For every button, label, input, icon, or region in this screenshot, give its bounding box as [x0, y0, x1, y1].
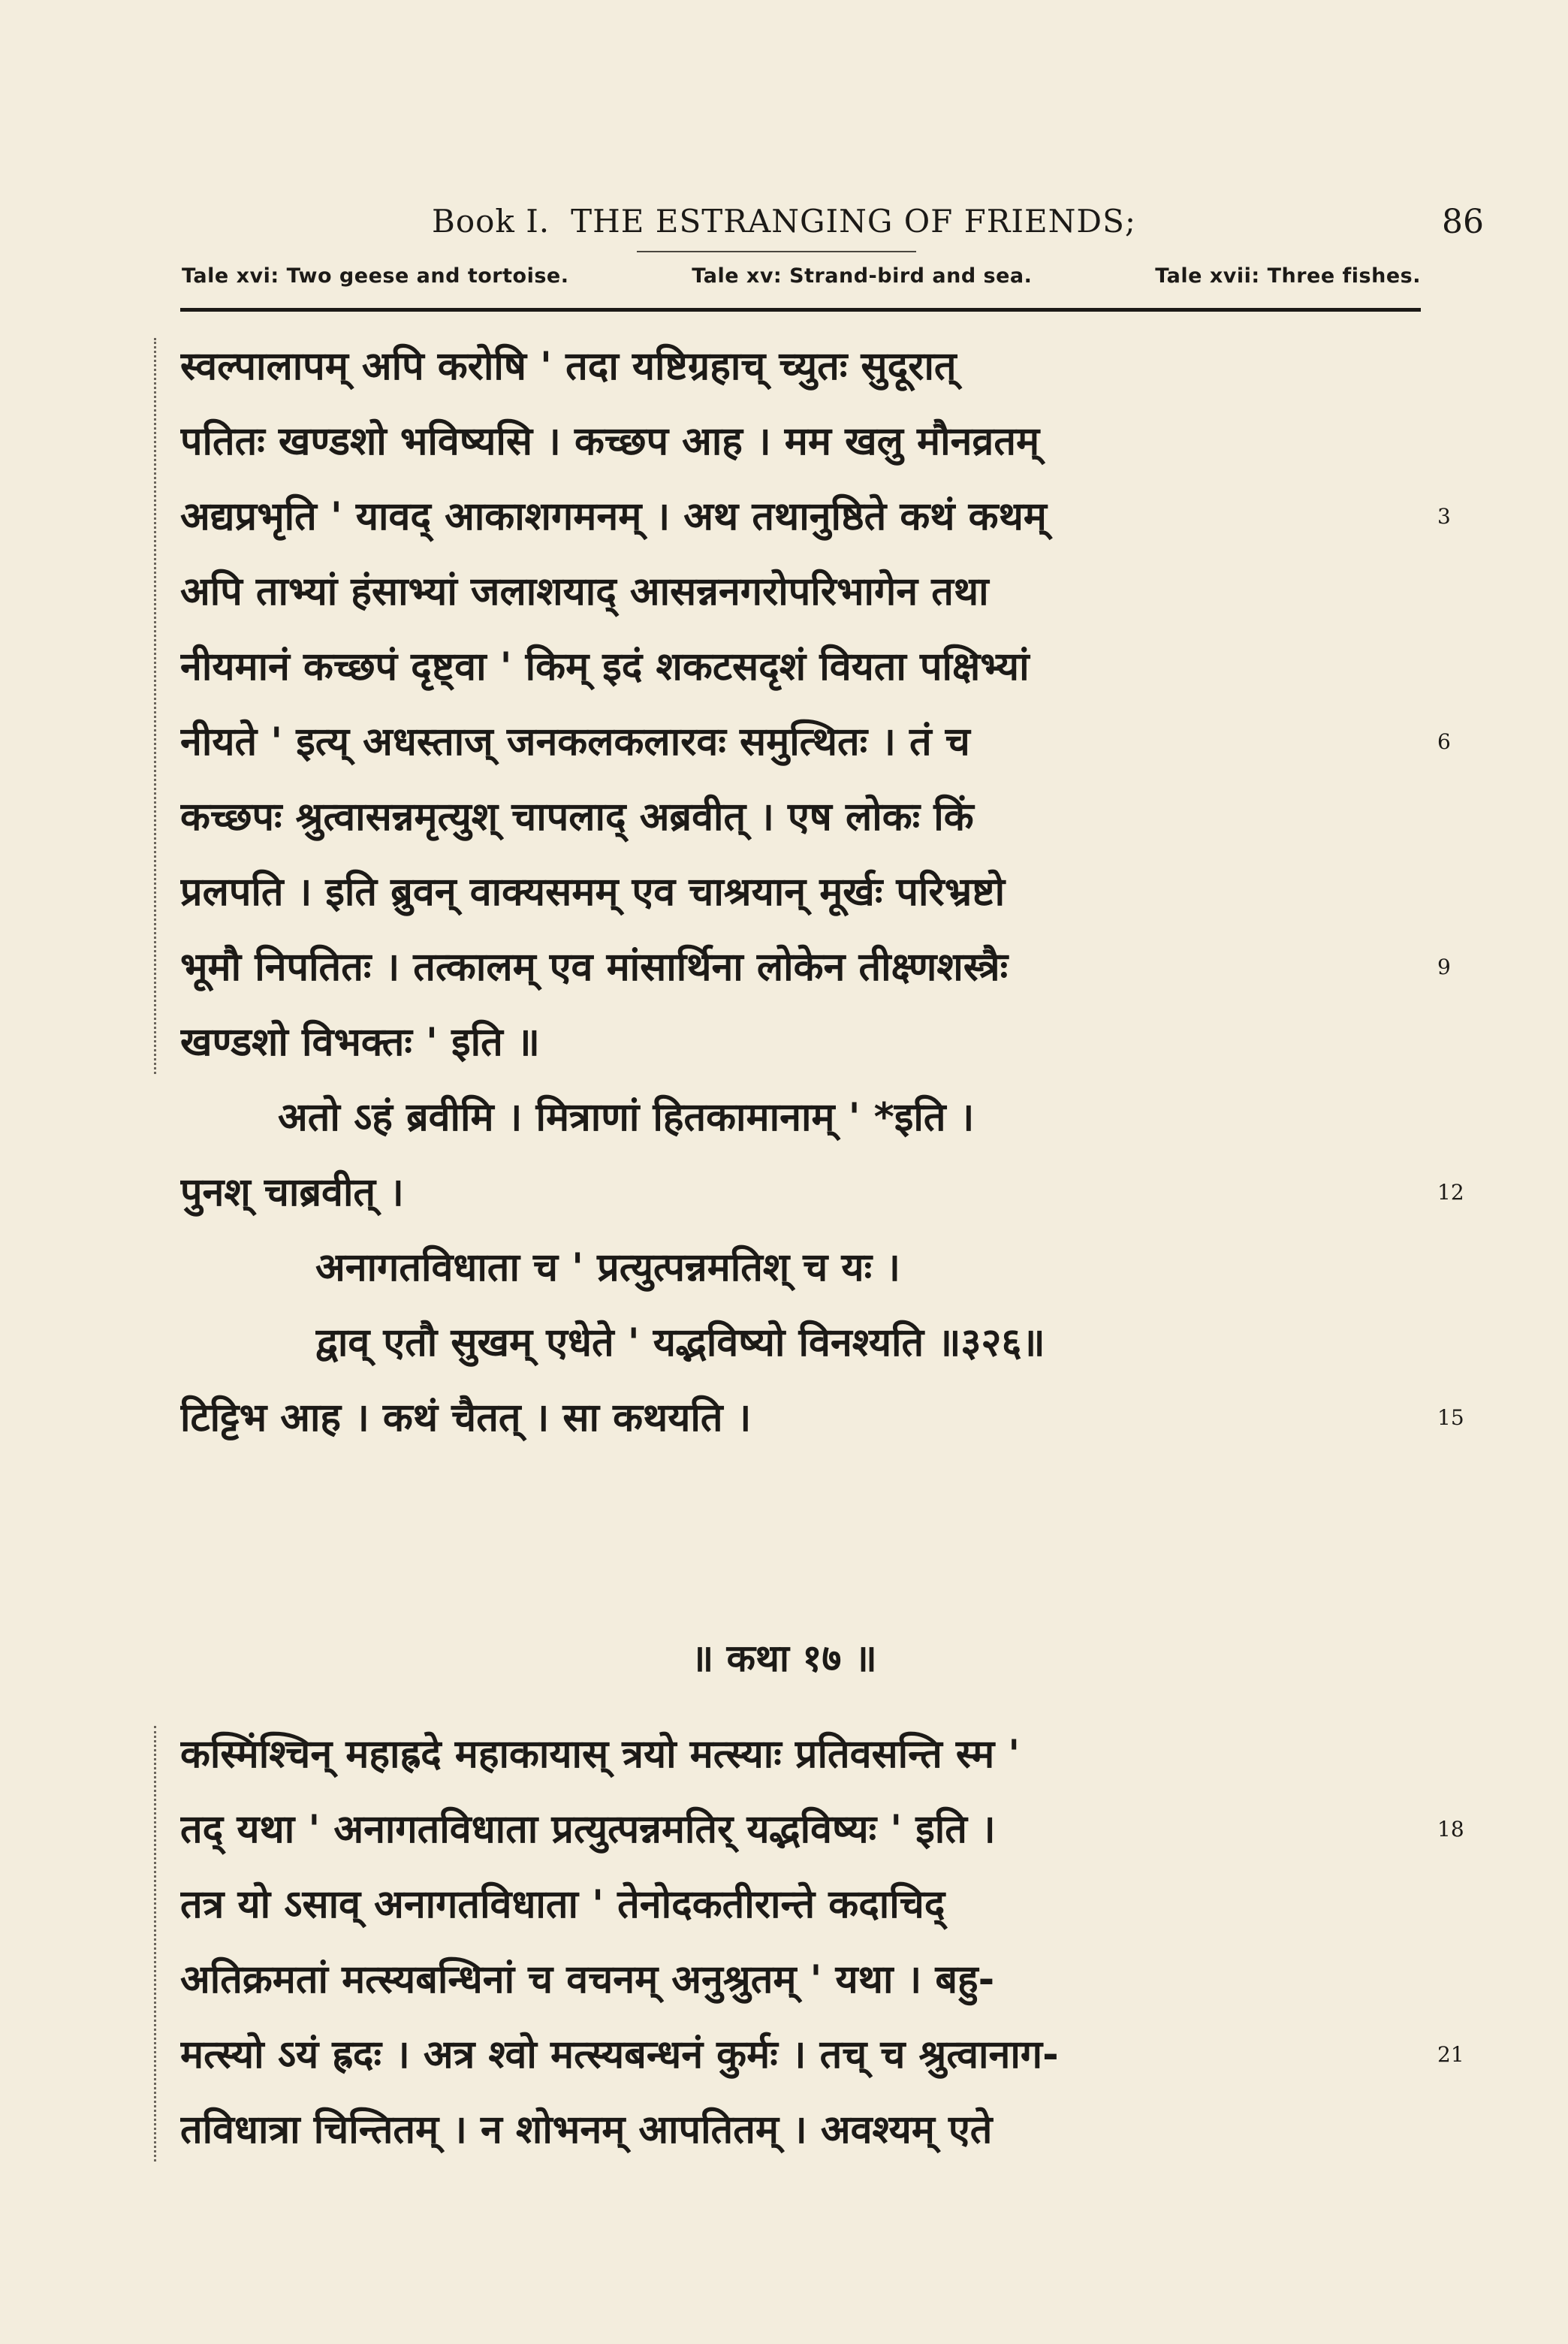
book-label: Book I.	[431, 203, 550, 240]
tale-heading: ॥ कथा १७ ॥	[691, 1637, 877, 1680]
subheader-right: Tale xvii: Three fishes.	[1155, 264, 1421, 288]
margin-bracket-1	[154, 338, 170, 1074]
text-line: तद् यथा ' अनागतविधाता प्रत्युत्पन्नमतिर् यद्भविष्यः ' इति ।	[180, 1807, 996, 1852]
text-line: नीयमानं कच्छपं दृष्ट्वा ' किम् इदं शकटसदृशं वियता पक्षिभ्यां	[180, 644, 1030, 689]
title-underline	[637, 251, 916, 252]
line-number: 6	[1437, 729, 1451, 754]
text-line: टिट्टिभ आह । कथं चैतत् । सा कथयति ।	[180, 1395, 752, 1440]
text-line: पुनश् चाब्रवीत् ।	[180, 1170, 404, 1215]
text-line: तत्र यो ऽसाव् अनागतविधाता ' तेनोदकतीरान्ते कदाचिद्	[180, 1882, 945, 1927]
page-number: 86	[1442, 203, 1484, 241]
line-number: 3	[1437, 504, 1451, 529]
text-line: खण्डशो विभक्तः ' इति ॥	[180, 1020, 540, 1065]
running-head	[0, 203, 1568, 240]
subheader-center: Tale xv: Strand-bird and sea.	[692, 264, 1033, 288]
verse-line: द्वाव् एतौ सुखम् एधेते ' यद्भविष्यो विनश्यति ॥३२६॥	[315, 1320, 1045, 1365]
margin-bracket-2	[154, 1726, 170, 2161]
subheader-left: Tale xvi: Two geese and tortoise.	[182, 264, 569, 288]
text-line: तविधात्रा चिन्तितम् । न शोभनम् आपतितम् । अवश्यम् एते	[180, 2107, 993, 2152]
text-line: अद्यप्रभृति ' यावद् आकाशगमनम् । अथ तथानुष्ठिते कथं कथम्	[180, 494, 1047, 539]
header-rule	[180, 308, 1421, 312]
line-number: 12	[1437, 1180, 1464, 1205]
text-line: स्वल्पालापम् अपि करोषि ' तदा यष्टिग्रहाच् च्युतः सुदूरात्	[180, 344, 957, 389]
text-line: अतिक्रमतां मत्स्यबन्धिनां च वचनम् अनुश्रुतम् ' यथा । बहु-	[180, 1957, 995, 2002]
text-line: कच्छपः श्रुत्वासन्नमृत्युश् चापलाद् अब्रवीत् । एष लोकः किं	[180, 795, 974, 840]
line-number: 9	[1437, 955, 1451, 979]
line-number: 21	[1437, 2042, 1464, 2067]
text-line: कस्मिंश्चिन् महाह्रदे महाकायास् त्रयो मत्स्याः प्रतिवसन्ति स्म '	[180, 1732, 1021, 1777]
text-line: नीयते ' इत्य् अधस्ताज् जनकलकलारवः समुत्थितः । तं च	[180, 719, 970, 765]
verse-line: अनागतविधाता च ' प्रत्युत्पन्नमतिश् च यः ।	[315, 1245, 900, 1290]
line-number: 15	[1437, 1405, 1464, 1430]
book-title: THE ESTRANGING OF FRIENDS;	[571, 203, 1137, 240]
text-line: अपि ताभ्यां हंसाभ्यां जलाशयाद् आसन्ननगरोपरिभागेन तथा	[180, 569, 989, 614]
text-line: भूमौ निपतितः । तत्कालम् एव मांसार्थिना लोकेन तीक्ष्णशस्त्रैः	[180, 945, 1009, 990]
text-line: प्रलपति । इति ब्रुवन् वाक्यसमम् एव चाश्रयान् मूर्खः परिभ्रष्टो	[180, 870, 1006, 915]
line-number: 18	[1437, 1817, 1464, 1842]
text-line: अतो ऽहं ब्रवीमि । मित्राणां हितकामानाम् ' *इति ।	[278, 1095, 975, 1140]
text-line: मत्स्यो ऽयं ह्रदः । अत्र श्वो मत्स्यबन्धनं कुर्मः । तच् च श्रुत्वानाग-	[180, 2032, 1059, 2077]
text-line: पतितः खण्डशो भविष्यसि । कच्छप आह । मम खलु मौनव्रतम्	[180, 419, 1040, 464]
tale-subheader	[182, 264, 1421, 288]
